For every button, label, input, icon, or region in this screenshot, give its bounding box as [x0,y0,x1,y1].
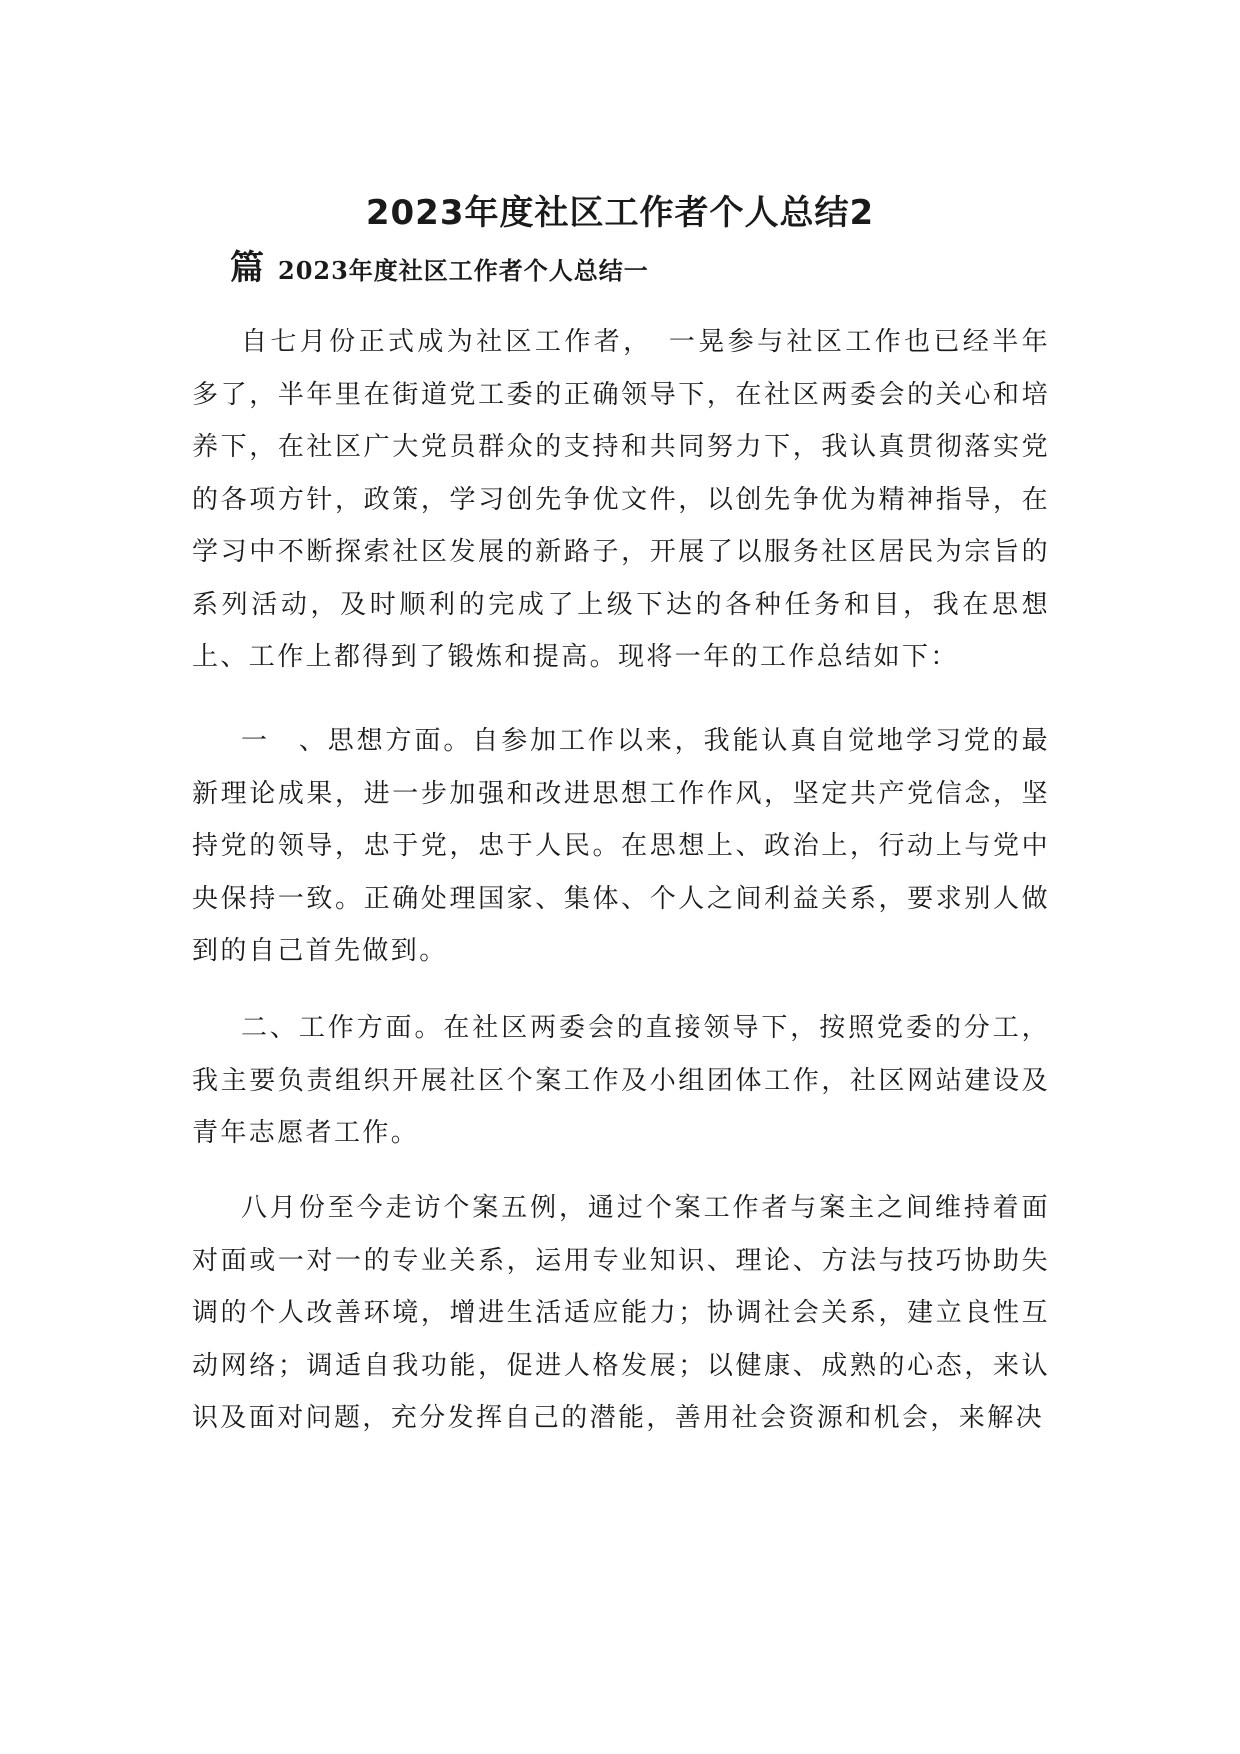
subtitle-text: 2023年度社区工作者个人总结一 [278,256,649,285]
document-subtitle [230,244,1090,298]
document-title: 2023年度社区工作者个人总结2 [365,193,875,233]
subtitle-prefix: 篇 [230,248,264,288]
paragraph-thought: 一 、思想方面。自参加工作以来，我能认真自觉地学习党的最新理论成果，进一步加强和改进思想工作作风，坚定共产党信念，坚持党的领导，忠于党，忠于人民。在思想上、政治上，行动上与党中央保持一致。正确处理国家、集体、个人之间利益关系，要求别人做到的自己首先做到。 [192,726,1050,966]
paragraph-casework: 八月份至今走访个案五例，通过个案工作者与案主之间维持着面对面或一对一的专业关系，运用专业知识、理论、方法与技巧协助失调的个人改善环境，增进生活适应能力；协调社会关系，建立良性互动网络；调适自我功能，促进人格发展；以健康、成熟的心态，来认识及面对问题，充分发挥自己的潜能，善用社会资源和机会，来解决 [192,1193,1050,1433]
paragraph-work: 二、工作方面。在社区两委会的直接领导下，按照党委的分工，我主要负责组织开展社区个案工作及小组团体工作，社区网站建设及青年志愿者工作。 [192,1013,1050,1148]
paragraph-intro: 自七月份正式成为社区工作者， 一晃参与社区工作也已经半年多了，半年里在街道党工委的正确领导下，在社区两委会的关心和培养下，在社区广大党员群众的支持和共同努力下，我认真贯彻落实党的各项方针，政策，学习创先争优文件，以创先争优为精神指导，在学习中不断探索社区发展的新路子，开展了以服务社区居民为宗旨的系列活动，及时顺利的完成了上级下达的各种任务和目，我在思想上、工作上都得到了锻炼和提高。现将一年的工作总结如下： [192,327,1050,672]
